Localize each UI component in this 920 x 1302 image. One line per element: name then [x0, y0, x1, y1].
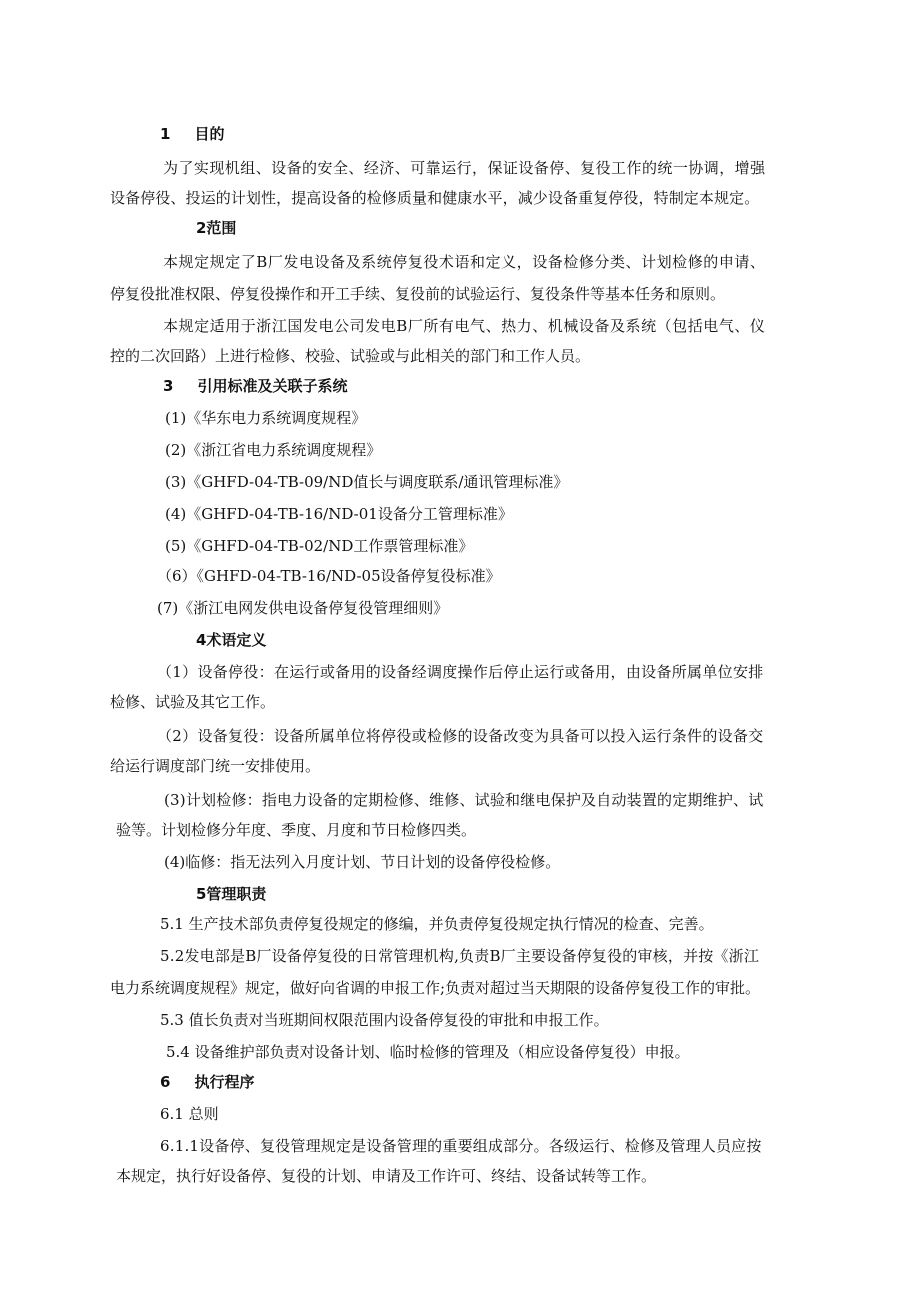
reference-item: (5)《GHFD-04-TB-02/ND工作票管理标准》 — [165, 537, 474, 555]
definition-line: （1）设备停役：在运行或备用的设备经调度操作后停止运行或备用，由设备所属单位安排 — [157, 663, 764, 681]
definition-line: （2）设备复役：设备所属单位将停役或检修的设备改变为具备可以投入运行条件的设备交 — [157, 727, 764, 745]
responsibility-line: 5.3 值长负责对当班期间权限范围内设备停复役的审批和申报工作。 — [160, 1011, 609, 1029]
paragraph-line: 设备停役、投运的计划性，提高设备的检修质量和健康水平，减少设备重复停役，特制定本规定。 — [110, 189, 760, 207]
reference-item: （6）《GHFD-04-TB-16/ND-05设备停复役标准》 — [157, 567, 501, 585]
reference-item: (3)《GHFD-04-TB-09/ND值长与调度联系/通讯管理标准》 — [165, 473, 569, 491]
section-6-heading — [160, 1072, 254, 1092]
paragraph-line: 本规定，执行好设备停、复役的计划、申请及工作许可、终结、设备试转等工作。 — [116, 1167, 657, 1185]
section-title: 引用标准及关联子系统 — [197, 377, 348, 395]
responsibility-line: 5.2发电部是B厂设备停复役的日常管理机构,负责B厂主要设备停复役的审核，并按《浙江 — [160, 947, 760, 965]
paragraph-line: 为了实现机组、设备的安全、经济、可靠运行，保证设备停、复役工作的统一协调，增强 — [163, 159, 766, 177]
responsibility-line: 5.1 生产技术部负责停复役规定的修编，并负责停复役规定执行情况的检查、完善。 — [160, 915, 714, 933]
paragraph-line: 控的二次回路）上进行检修、校验、试验或与此相关的部门和工作人员。 — [110, 347, 591, 365]
section-1-heading — [160, 124, 224, 144]
paragraph-line: 6.1.1设备停、复役管理规定是设备管理的重要组成部分。各级运行、检修及管理人员应按 — [160, 1137, 762, 1155]
section-number: 3 — [163, 377, 174, 395]
responsibility-line: 5.4 设备维护部负责对设备计划、临时检修的管理及（相应设备停复役）申报。 — [166, 1043, 690, 1061]
section-title: 执行程序 — [194, 1073, 255, 1091]
section-title: 目的 — [194, 125, 225, 143]
paragraph-line: 本规定规定了B厂发电设备及系统停复役术语和定义，设备检修分类、计划检修的申请、 — [163, 253, 766, 271]
definition-line: (4)临修：指无法列入月度计划、节日计划的设备停役检修。 — [164, 853, 561, 871]
reference-item: (7)《浙江电网发供电设备停复役管理细则》 — [157, 599, 449, 617]
definition-line: 给运行调度部门统一安排使用。 — [110, 757, 321, 775]
responsibility-line: 电力系统调度规程》规定，做好向省调的申报工作;负责对超过当天期限的设备停复役工作的审批。 — [110, 979, 761, 997]
section-2-heading: 2范围 — [196, 219, 237, 237]
section-number: 6 — [160, 1073, 171, 1091]
reference-item: (1)《华东电力系统调度规程》 — [165, 409, 367, 427]
paragraph-line: 本规定适用于浙江国发电公司发电B厂所有电气、热力、机械设备及系统（包括电气、仪 — [163, 317, 766, 335]
definition-line: 检修、试验及其它工作。 — [110, 693, 276, 711]
subsection-heading: 6.1 总则 — [160, 1105, 219, 1123]
definition-line: 验等。计划检修分年度、季度、月度和节日检修四类。 — [116, 821, 477, 839]
section-3-heading — [163, 376, 347, 396]
definition-line: (3)计划检修：指电力设备的定期检修、维修、试验和继电保护及自动装置的定期维护、试 — [164, 791, 764, 809]
reference-item: (4)《GHFD-04-TB-16/ND-01设备分工管理标准》 — [165, 505, 513, 523]
section-number: 1 — [160, 125, 171, 143]
paragraph-line: 停复役批准权限、停复役操作和开工手续、复役前的试验运行、复役条件等基本任务和原则。 — [110, 285, 726, 303]
section-4-heading: 4术语定义 — [196, 631, 267, 649]
section-5-heading: 5管理职责 — [196, 885, 267, 903]
reference-item: (2)《浙江省电力系统调度规程》 — [165, 441, 382, 459]
